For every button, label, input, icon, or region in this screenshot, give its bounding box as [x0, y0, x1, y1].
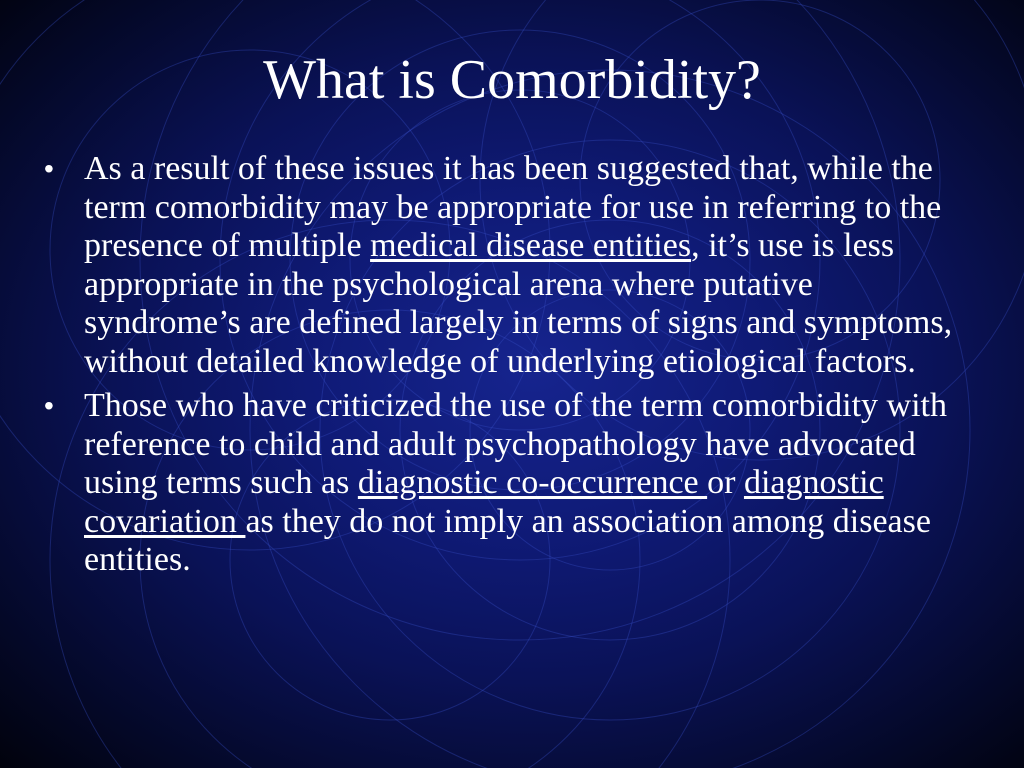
- bullet-text: Those who have criticized the use of the term comorbidity with reference to child and adult psychopathology have advocated using terms such as: [84, 387, 947, 501]
- slide-title: What is Comorbidity?: [263, 49, 761, 111]
- bullet-item: [44, 387, 974, 580]
- bullet-text: As a result of these issues it has been suggested that, while the term comorbidity may be appropriate for use in referring to the presence of multiple: [84, 150, 942, 264]
- bullet-item: [44, 150, 974, 381]
- bullet-text: or: [707, 464, 744, 501]
- bullet-text: as they do not imply an association among disease entities.: [84, 502, 931, 578]
- bullet-marker: •: [44, 153, 54, 184]
- bullet-marker: •: [44, 390, 54, 421]
- bullet-list: [44, 150, 974, 586]
- underlined-term: medical disease entities: [370, 227, 692, 264]
- underlined-term: diagnostic covariation: [84, 464, 884, 540]
- underlined-term: diagnostic co-occurrence: [357, 464, 708, 501]
- bullet-text: , it’s use is less appropriate in the psychological arena where putative syndrome’s are defined largely in terms of signs and symptoms, without detailed knowledge of underlying etiological factors.: [84, 227, 953, 380]
